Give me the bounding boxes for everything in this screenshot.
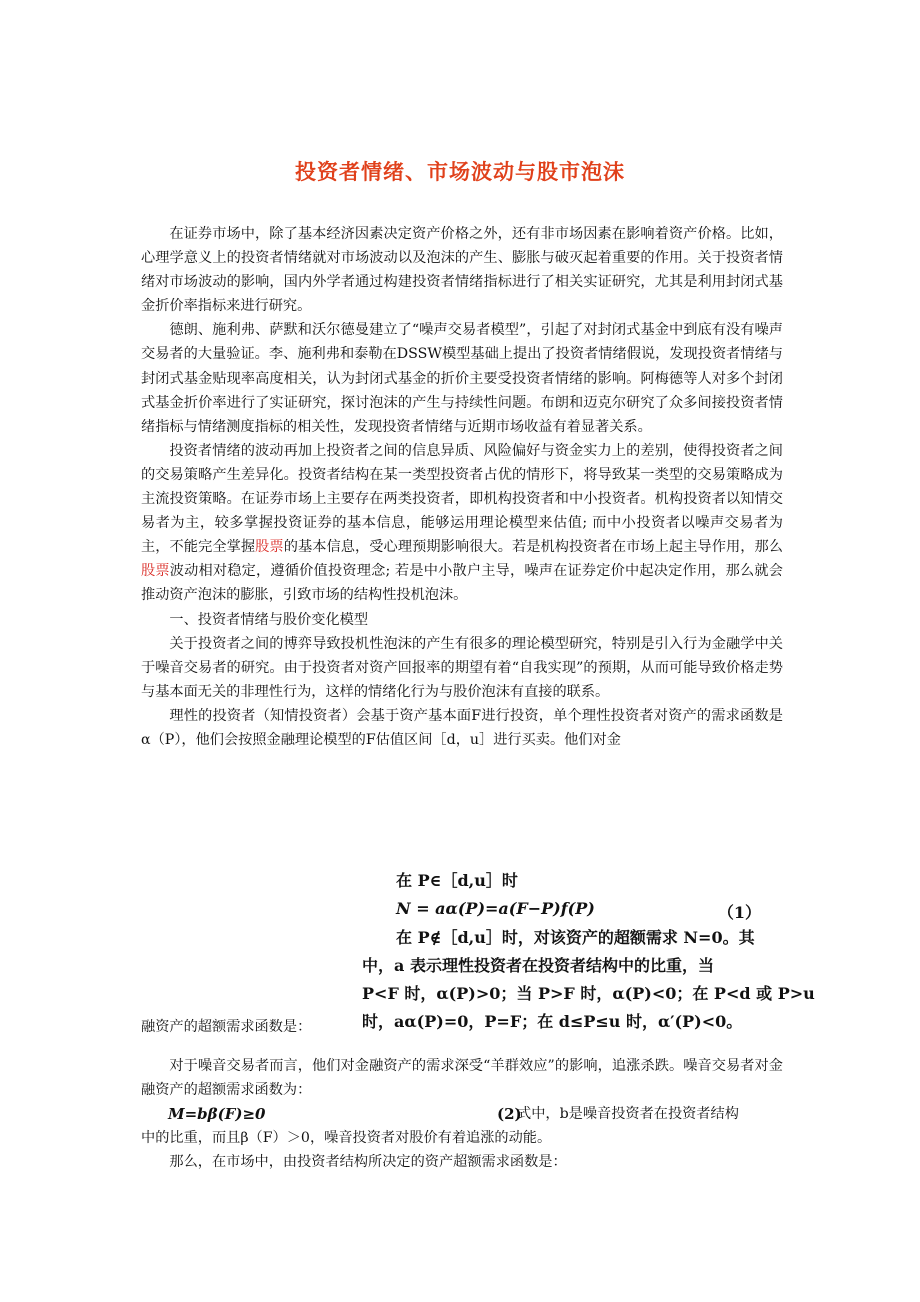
paragraph-3-part-2: 的基本信息，受心理预期影响很大。若是机构投资者在市场上起主导作用，那么: [283, 539, 783, 556]
equation-1-line-1: 在 P∈［d,u］时: [396, 871, 518, 890]
paragraph-8: 那么，在市场中，由投资者结构所决定的资产超额需求函数是：: [169, 1154, 567, 1171]
paragraph-2: 德朗、施利弗、萨默和沃尔德曼建立了“噪声交易者模型”，引起了对封闭式基金中到底有没有噪声交易者的大量验证。李、施利弗和泰勒在DSSW模型基础上提出了投资者情绪假说，发现投资者情绪与封闭式基金贴现率高度相关，认为封闭式基金的折价主要受投资者情绪的影响。阿梅德等人对多个封闭式基金折价率进行了实证研究，探讨泡沫的产生与持续性问题。布朗和迈克尔研究了众多间接投资者情绪指标与情绪测度指标的相关性，发现投资者情绪与近期市场收益有着显著关系。: [141, 322, 783, 435]
equation-1-line-2: N = aα(P)=a(F−P)f(P): [396, 899, 595, 918]
equation-2-row: [141, 1102, 783, 1126]
stock-link-1[interactable]: 股票: [255, 539, 284, 556]
paragraph-3: [141, 439, 783, 608]
equation-1-block: [141, 864, 815, 1036]
paragraph-5: 理性的投资者（知情投资者）会基于资产基本面F进行投资，单个理性投资者对资产的需求函数是α（P），他们会按照金融理论模型的F估值区间［d，u］进行买卖。他们对金: [141, 707, 783, 748]
equation-2-number: (2): [497, 1105, 522, 1124]
body-text-top: [141, 222, 783, 752]
document-title: 投资者情绪、市场波动与股市泡沫: [295, 160, 625, 184]
equation-2-text: 式中，b是噪音投资者在投资者结构: [517, 1106, 739, 1123]
equation-1-image: [362, 864, 815, 1036]
paragraph-4: 关于投资者之间的博弈导致投机性泡沫的产生有很多的理论模型研究，特别是引入行为金融学中关于噪音交易者的研究。由于投资者对资产回报率的期望有着“自我实现”的预期，从而可能导致价格走势与基本面无关的非理性行为，这样的情绪化行为与股价泡沫有直接的联系。: [141, 635, 783, 700]
equation-1-line-6: 时，aα(P)=0，P=F；在 d≤P≤u 时，α′(P)<0。: [362, 1012, 743, 1031]
paragraph-3-part-3: 波动相对稳定，遵循价值投资理念; 若是中小散户主导，噪声在证券定价中起决定作用，那么就会推动资产泡沫的膨胀，引致市场的结构性投机泡沫。: [141, 563, 783, 604]
paragraph-3-part-1: 投资者情绪的波动再加上投资者之间的信息异质、风险偏好与资金实力上的差别，使得投资者之间的交易策略产生差异化。投资者结构在某一类型投资者占优的情形下，将导致某一类型的交易策略成为主流投资策略。在证券市场上主要存在两类投资者，即机构投资者和中小投资者。机构投资者以知情交易者为主，较多掌握投资证券的基本信息，能够运用理论模型来估值; 而中小投资者以噪声交易者为主，不能完全掌握: [141, 442, 783, 556]
section-heading: 一、投资者情绪与股价变化模型: [169, 611, 369, 628]
paragraph-1: 在证券市场中，除了基本经济因素决定资产价格之外，还有非市场因素在影响着资产价格。比如，心理学意义上的投资者情绪就对市场波动以及泡沫的产生、膨胀与破灭起着重要的作用。关于投资者情绪对市场波动的影响，国内外学者通过构建投资者情绪指标进行了相关实证研究，尤其是利用封闭式基金折价率指标来进行研究。: [141, 226, 783, 315]
equation-1-number: （1）: [717, 903, 761, 922]
equation-1-label: 融资产的超额需求函数是：: [141, 1019, 312, 1035]
paragraph-6: 对于噪音交易者而言，他们对金融资产的需求深受“羊群效应”的影响，追涨杀跌。噪音交易者对金融资产的超额需求函数为：: [141, 1058, 783, 1099]
equation-1-line-5: P<F 时，α(P)>0；当 P>F 时，α(P)<0；在 P<d 或 P>u: [362, 984, 815, 1003]
paragraph-7: 中的比重，而且β（F）＞0，噪音投资者对股价有着追涨的动能。: [141, 1130, 552, 1147]
equation-1-line-4: 中，a 表示理性投资者在投资者结构中的比重，当: [362, 956, 714, 975]
equation-2: M=bβ(F)≥0: [168, 1105, 266, 1124]
equation-1-line-3: 在 P∉［d,u］时，对该资产的超额需求 N=0。其: [396, 928, 755, 947]
stock-link-2[interactable]: 股票: [141, 563, 170, 580]
body-text-bottom: [141, 1054, 783, 1174]
